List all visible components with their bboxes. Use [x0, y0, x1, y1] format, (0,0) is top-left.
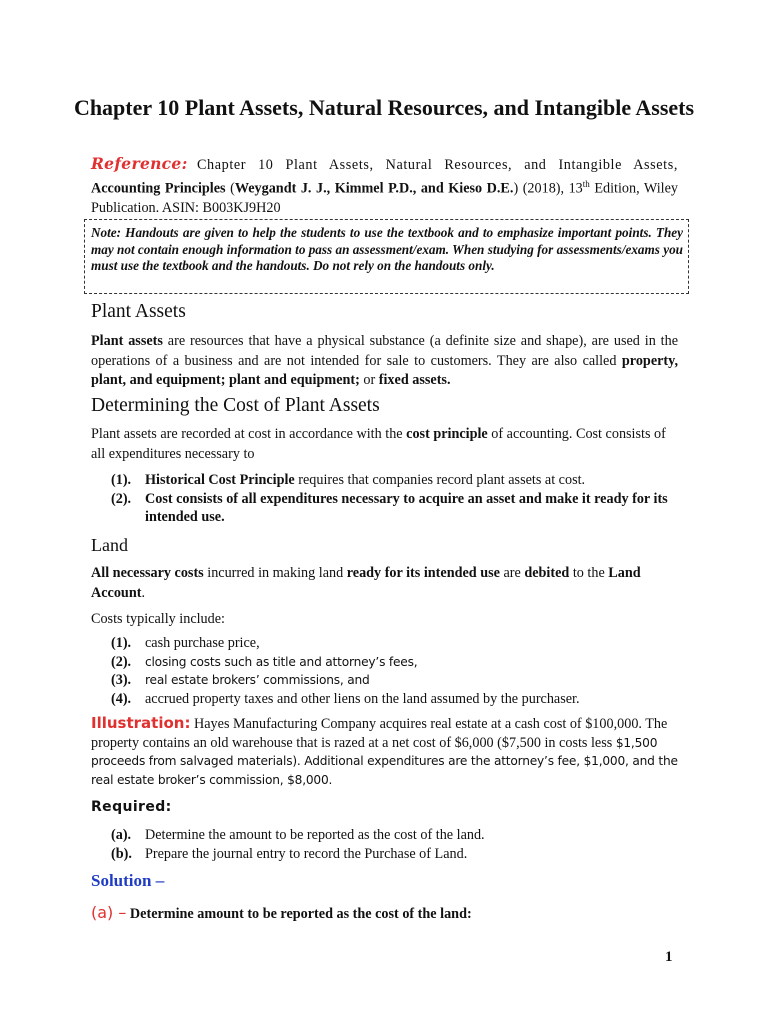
- reference-year: (2018), 13: [522, 180, 583, 197]
- heading-plant-assets: Plant Assets: [91, 301, 186, 322]
- cost-principle-term: cost principle: [406, 426, 488, 442]
- document-title: Chapter 10 Plant Assets, Natural Resources, and Intangible Assets: [73, 95, 695, 120]
- list-text: Determine the amount to be reported as the cost of the land.: [145, 827, 485, 843]
- heading-determining-cost: Determining the Cost of Plant Assets: [91, 395, 380, 416]
- list-item: [111, 471, 681, 490]
- list-item: [111, 490, 681, 527]
- list-number: (2).: [111, 490, 132, 507]
- reference-paragraph: Reference: Chapter 10 Plant Assets, Natural Resources, and Intangible Assets, Accounting Principles (Weygandt J. J., Kimmel P.D., and Kieso D.E.) (2018), 13th Edition, Wiley Publication. ASIN: B003KJ9H20: [91, 154, 679, 216]
- list-text: real estate brokers’ commissions, and: [145, 673, 370, 688]
- land-b1: All necessary costs: [91, 565, 204, 581]
- list-item: [111, 845, 681, 864]
- reference-authors: Weygandt J. J., Kimmel P.D., and Kieso D.E.: [234, 180, 514, 197]
- list-number: (a).: [111, 827, 132, 843]
- list-bold: Historical Cost Principle: [145, 472, 295, 488]
- list-item: [111, 826, 681, 845]
- costs-list: [111, 634, 681, 708]
- reference-book: Accounting Principles: [91, 180, 226, 197]
- heading-land: Land: [91, 535, 128, 555]
- reference-publisher: Wiley Publication. ASIN: B003KJ9H20: [91, 180, 679, 216]
- illustration-text1: Hayes Manufacturing Company acquires real estate at a cash cost of $100,000. The property contains an old warehouse that is razed at a net cost of $6,000 ($7,500 in costs less: [91, 716, 668, 751]
- required-list: [111, 826, 681, 863]
- plant-assets-paragraph: [91, 332, 678, 391]
- determining-text1: Plant assets are recorded at cost in accordance with the: [91, 426, 403, 442]
- costs-intro: Costs typically include:: [91, 611, 225, 627]
- list-text: cash purchase price,: [145, 635, 260, 651]
- determining-paragraph: [91, 425, 678, 464]
- land-t3: to the: [572, 565, 605, 581]
- solution-part-a: [91, 903, 472, 923]
- page-number: 1: [665, 949, 673, 965]
- plant-assets-or: or: [363, 372, 376, 388]
- part-a-text: Determine amount to be reported as the cost of the land:: [129, 906, 472, 922]
- list-item: [111, 671, 681, 690]
- plant-assets-text: are resources that have a physical substance (a definite size and shape), are used in the operations of a business and are not intended for sale to customers. They are also called: [91, 333, 679, 369]
- plant-assets-term: Plant assets: [91, 333, 163, 349]
- land-t1: incurred in making land: [207, 565, 344, 581]
- illustration-text2: $1,500 proceeds from salvaged materials). Additional expenditures are the attorney’s fee, $1,000, and the real estate broker’s commission, $8,000.: [91, 735, 678, 787]
- illustration-label: Illustration:: [91, 714, 191, 732]
- list-number: (3).: [111, 672, 132, 689]
- list-number: (1).: [111, 635, 132, 651]
- land-b3: debited: [524, 565, 570, 581]
- list-number: (2).: [111, 653, 132, 670]
- list-number: (4).: [111, 690, 132, 707]
- land-b4: Land Account: [91, 565, 641, 601]
- illustration-paragraph: [91, 714, 678, 789]
- plant-assets-term3: fixed assets.: [378, 372, 451, 388]
- list-text: closing costs such as title and attorney’s fees,: [145, 654, 418, 669]
- part-a-letter: (a) –: [91, 903, 127, 922]
- list-number: (1).: [111, 472, 132, 488]
- solution-heading: Solution –: [91, 871, 165, 890]
- list-number: (b).: [111, 845, 132, 862]
- list-text: Prepare the journal entry to record the Purchase of Land.: [145, 845, 468, 862]
- determining-text2: of accounting. Cost consists of all expenditures necessary to: [91, 426, 666, 462]
- list-item: [111, 653, 681, 672]
- reference-edition-sup: th: [582, 179, 590, 189]
- cost-principle-list: [111, 471, 681, 527]
- list-bold: Cost consists of all expenditures necessary to acquire an asset and make it ready for its intended use.: [145, 490, 668, 526]
- list-text: requires that companies record plant assets at cost.: [298, 472, 586, 488]
- note-box: Note: Handouts are given to help the students to use the textbook and to emphasize important points. They may not contain enough information to pass an assessment/exam. When studying for assessments/exams you must use the textbook and the handouts. Do not rely on the handouts only.: [84, 219, 689, 294]
- required-label: Required:: [91, 799, 172, 815]
- list-text: accrued property taxes and other liens on the land assumed by the purchaser.: [145, 690, 580, 707]
- land-paragraph: [91, 564, 678, 603]
- land-t2: are: [503, 565, 521, 581]
- list-item: [111, 690, 681, 709]
- land-b2: ready for its intended use: [346, 565, 500, 581]
- reference-label: Reference:: [91, 154, 188, 173]
- reference-edition: Edition,: [594, 180, 640, 197]
- land-t4: .: [141, 584, 145, 601]
- reference-text: Chapter 10 Plant Assets, Natural Resources, and Intangible Assets,: [196, 157, 678, 173]
- plant-assets-terms2: property, plant, and equipment; plant and equipment;: [91, 352, 678, 388]
- list-item: [111, 634, 681, 653]
